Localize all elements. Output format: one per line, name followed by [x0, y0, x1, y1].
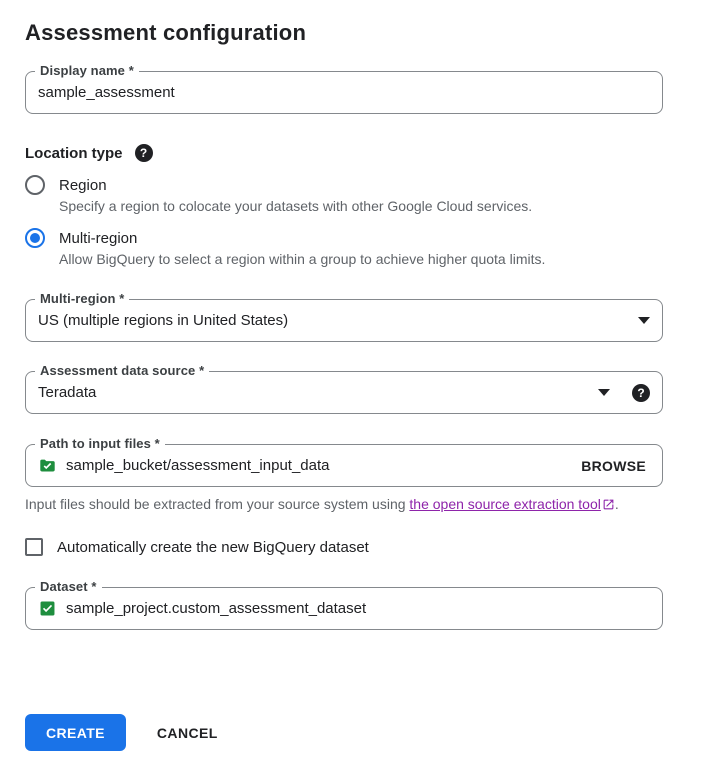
external-link-icon[interactable] — [602, 498, 615, 511]
radio-circle-selected-icon[interactable] — [25, 228, 45, 248]
multi-region-select[interactable] — [25, 291, 663, 342]
multi-region-value: US (multiple regions in United States) — [38, 312, 289, 329]
chevron-down-icon[interactable] — [638, 317, 650, 324]
auto-create-dataset-checkbox[interactable] — [25, 538, 369, 556]
help-icon[interactable]: ? — [632, 384, 650, 402]
radio-multi-region[interactable] — [25, 228, 137, 248]
input-path-value[interactable]: sample_bucket/assessment_input_data — [66, 457, 330, 474]
input-path-label: Path to input files * — [35, 436, 165, 452]
dataset-label: Dataset * — [35, 579, 102, 595]
dataset-field[interactable] — [25, 579, 663, 630]
create-button[interactable]: CREATE — [25, 714, 126, 751]
radio-circle-icon[interactable] — [25, 175, 45, 195]
page-title: Assessment configuration — [25, 20, 307, 45]
extraction-tool-link[interactable]: the open source extraction tool — [409, 496, 601, 512]
data-source-select[interactable] — [25, 363, 663, 414]
multi-region-label: Multi-region * — [35, 291, 129, 307]
cancel-button[interactable]: CANCEL — [156, 724, 218, 741]
helper-prefix: Input files should be extracted from your source system using — [25, 496, 410, 512]
data-source-label: Assessment data source * — [35, 363, 209, 379]
display-name-value[interactable]: sample_assessment — [38, 84, 175, 101]
location-type-label: Location type — [25, 144, 123, 162]
radio-region[interactable] — [25, 175, 107, 195]
display-name-label: Display name * — [35, 63, 139, 79]
display-name-field[interactable] — [25, 63, 663, 114]
radio-region-label: Region — [59, 176, 107, 194]
radio-multi-region-description: Allow BigQuery to select a region within a group to achieve higher quota limits. — [59, 251, 546, 267]
input-path-field[interactable] — [25, 436, 663, 487]
chevron-down-icon[interactable] — [598, 389, 610, 396]
auto-create-dataset-label: Automatically create the new BigQuery dataset — [57, 538, 369, 556]
radio-multi-region-label: Multi-region — [59, 229, 138, 247]
dataset-value[interactable]: sample_project.custom_assessment_dataset — [66, 600, 367, 617]
square-check-icon — [38, 599, 57, 618]
folder-check-icon — [38, 456, 57, 475]
input-path-helper-text — [25, 495, 650, 514]
help-icon[interactable]: ? — [135, 144, 153, 162]
radio-region-description: Specify a region to colocate your datasets with other Google Cloud services. — [59, 198, 533, 214]
browse-button[interactable]: BROWSE — [577, 456, 650, 476]
helper-suffix: . — [614, 496, 619, 512]
checkbox-unchecked-icon[interactable] — [25, 538, 43, 556]
data-source-value: Teradata — [38, 384, 97, 401]
